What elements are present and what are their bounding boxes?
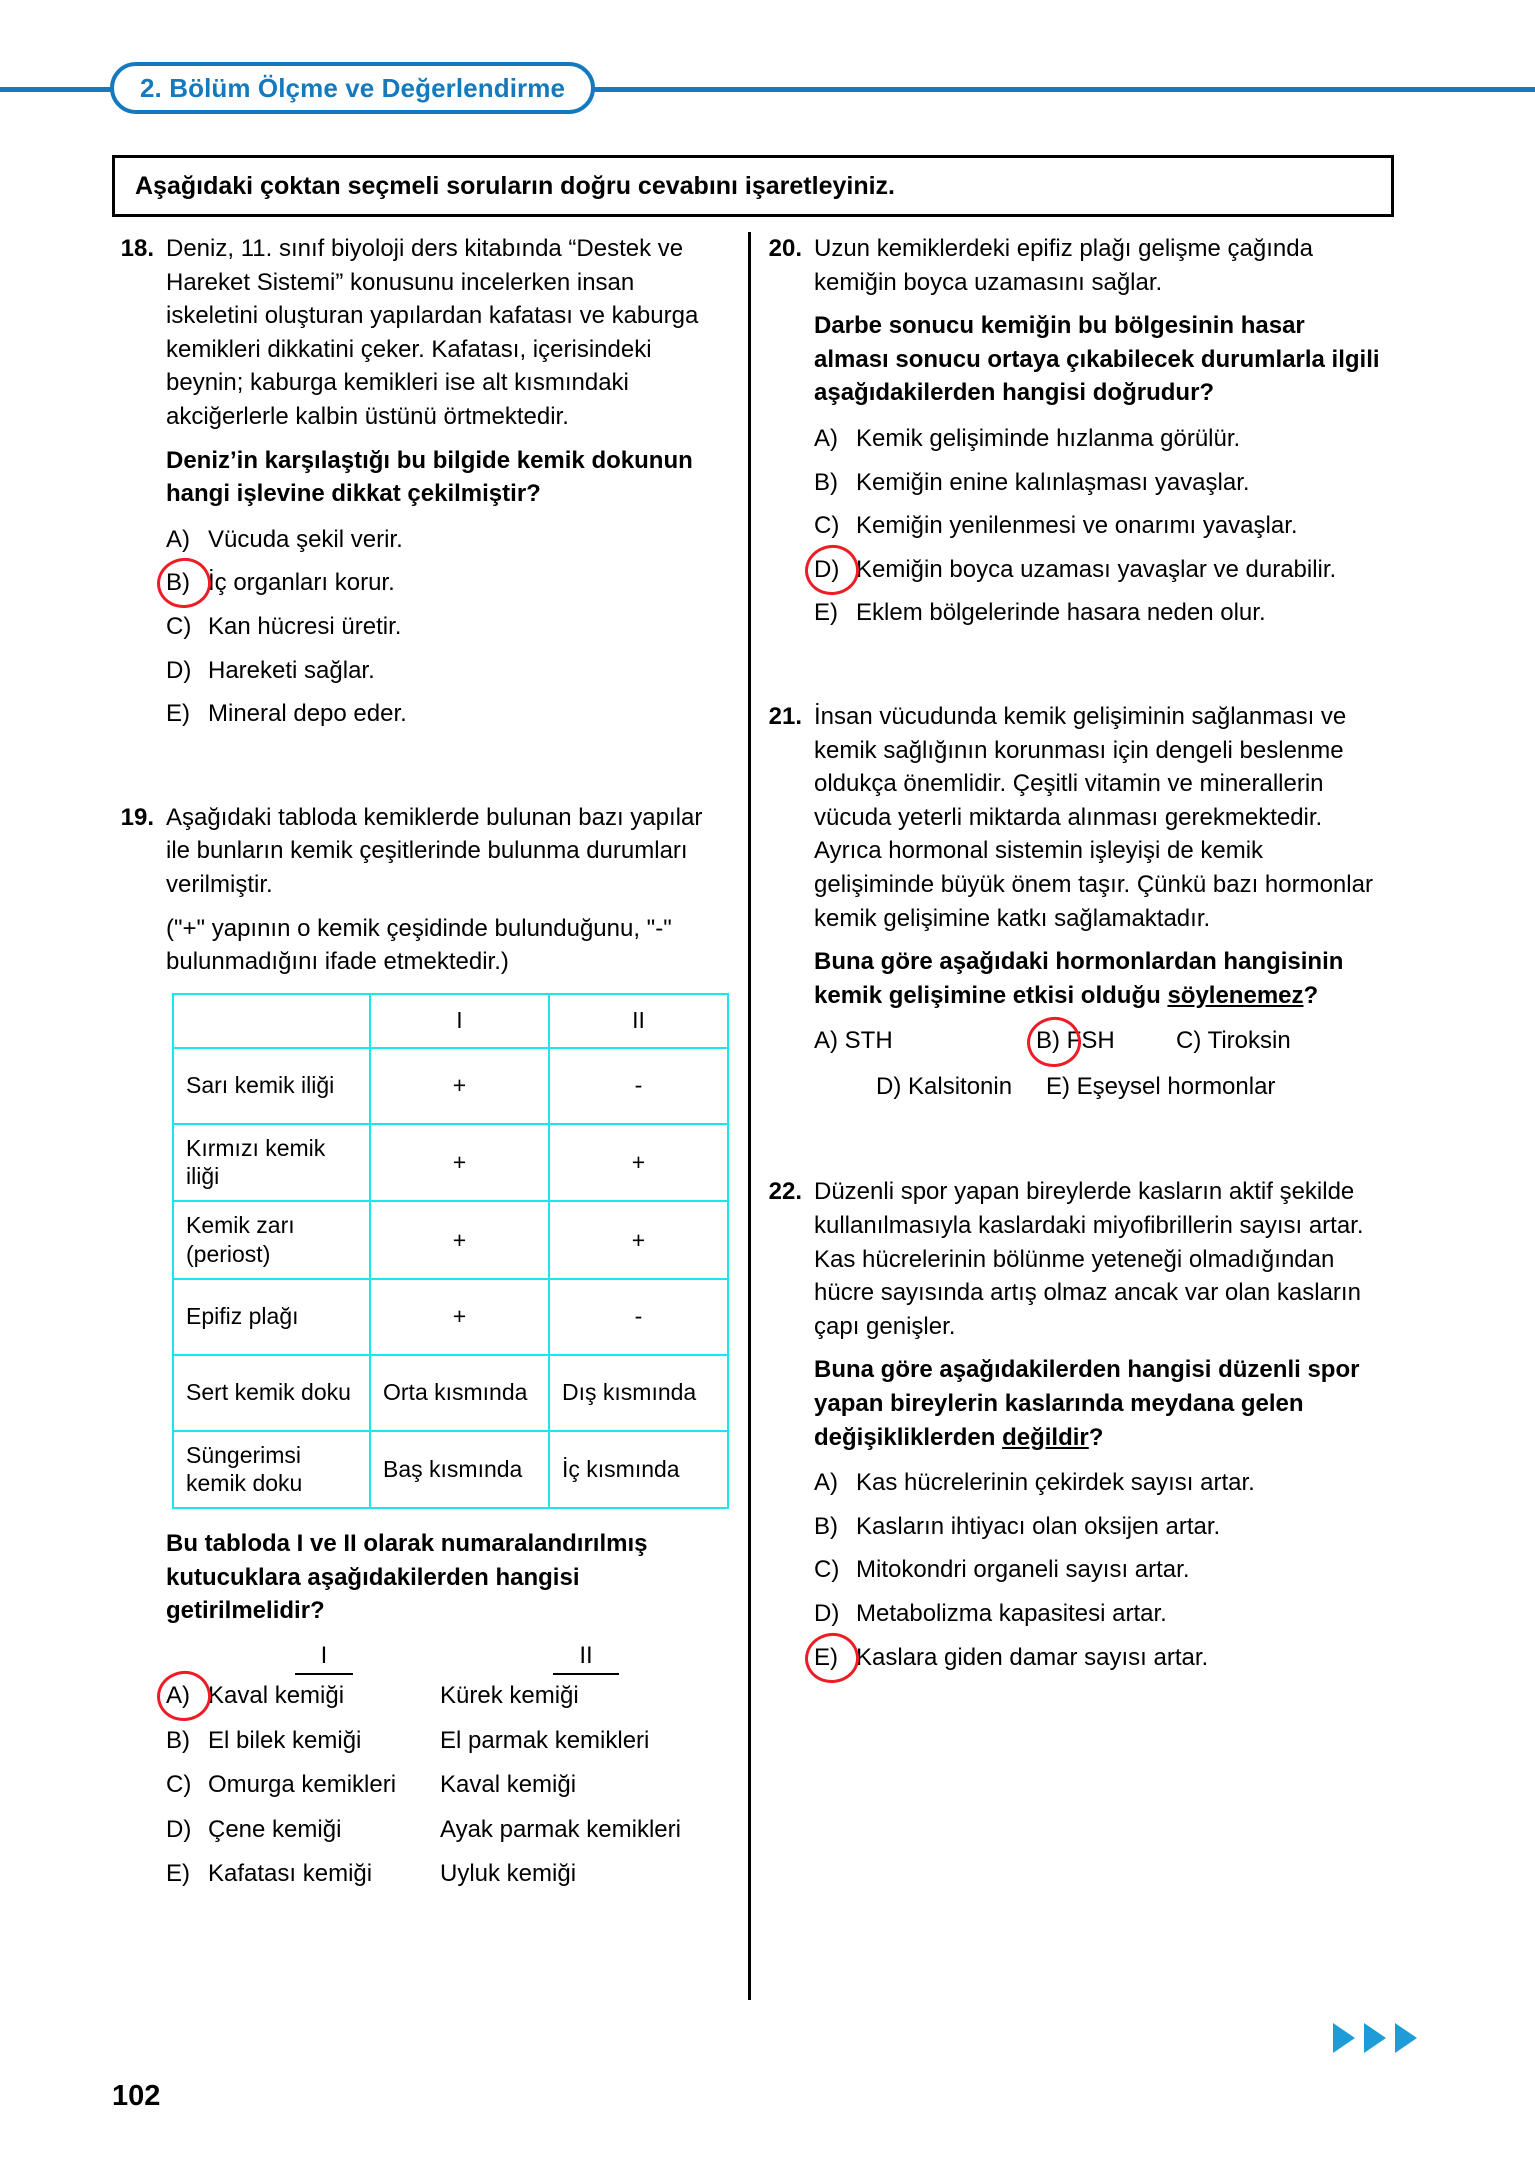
option-row-group — [814, 1070, 1380, 1104]
option-letter-marked: E) — [814, 1641, 856, 1675]
option-row[interactable] — [166, 610, 732, 644]
instruction-text: Aşağıdaki çoktan seçmeli soruların doğru cevabını işaretleyiniz. — [135, 171, 895, 200]
option-letter: D) — [814, 1600, 840, 1627]
option-text-ii: Kürek kemiği — [440, 1681, 579, 1709]
footer-arrow-group — [1333, 2023, 1417, 2053]
option-letter: E) — [814, 599, 838, 627]
option-letter-marked: B) — [1036, 1027, 1060, 1055]
table-row — [173, 1124, 728, 1202]
option-text-i: Çene kemiği — [208, 1815, 342, 1843]
option-letter: C) — [166, 1771, 192, 1799]
pair-header-i — [208, 1642, 440, 1675]
question-22-number: 22. — [768, 1178, 802, 1206]
pair-header-ii-label: II — [553, 1642, 618, 1675]
table-row-label: Sert kemik doku — [173, 1355, 370, 1431]
table-header-i: I — [370, 994, 549, 1048]
table-cell-i: Baş kısmında — [370, 1431, 549, 1509]
table-row-label: Kemik zarı (periost) — [173, 1201, 370, 1279]
option-a[interactable] — [814, 1024, 990, 1058]
question-19 — [112, 801, 732, 1902]
option-text: Kaslara giden damar sayısı artar. — [856, 1643, 1209, 1671]
question-21-prompt — [814, 945, 1380, 1012]
option-b-marked[interactable] — [990, 1024, 1176, 1058]
instruction-box — [112, 155, 1394, 217]
option-e[interactable] — [1046, 1070, 1380, 1104]
option-row[interactable] — [166, 1857, 732, 1891]
option-text: Kan hücresi üretir. — [208, 612, 402, 640]
question-20-stem: Uzun kemiklerdeki epifiz plağı gelişme çağında kemiğin boyca uzamasını sağlar. — [814, 235, 1313, 296]
section-title-label: 2. Bölüm Ölçme ve Değerlendirme — [140, 72, 566, 103]
question-22 — [760, 1175, 1380, 1684]
triangle-right-icon — [1395, 2023, 1417, 2053]
option-row[interactable] — [814, 1597, 1380, 1631]
question-20-body — [814, 232, 1380, 640]
option-text: Metabolizma kapasitesi artar. — [856, 1600, 1167, 1627]
option-row[interactable] — [814, 596, 1380, 630]
question-21-prompt-pre: Buna göre aşağıdaki hormonlardan hangisinin kemik gelişimine etkisi olduğu — [814, 948, 1344, 1009]
table-cell-ii: + — [549, 1124, 728, 1202]
left-column — [112, 232, 732, 1928]
table-row — [173, 1279, 728, 1355]
question-21-body — [814, 700, 1380, 1116]
option-letter: C) — [814, 512, 840, 540]
option-c[interactable] — [1176, 1024, 1380, 1058]
table-cell-i: + — [370, 1279, 549, 1355]
option-text: Kemiğin enine kalınlaşması yavaşlar. — [856, 468, 1250, 496]
table-cell-i: + — [370, 1048, 549, 1124]
option-row[interactable] — [166, 1768, 732, 1802]
option-letter: B) — [166, 1726, 190, 1754]
pair-header-i-label: I — [295, 1642, 354, 1675]
pair-header-ii — [440, 1642, 732, 1675]
table-cell-ii: Dış kısmında — [549, 1355, 728, 1431]
option-letter: D) — [876, 1072, 902, 1100]
option-row[interactable] — [814, 553, 1380, 587]
option-letter: D) — [166, 1815, 192, 1843]
question-19-options — [166, 1679, 732, 1891]
option-row[interactable] — [166, 1724, 732, 1758]
option-text: Mitokondri organeli sayısı artar. — [856, 1556, 1190, 1584]
table-cell-ii: - — [549, 1048, 728, 1124]
question-21 — [760, 700, 1380, 1116]
option-row[interactable] — [166, 1679, 732, 1713]
question-18-options — [166, 523, 732, 731]
question-18-stem: Deniz, 11. sınıf biyoloji ders kitabında “Destek ve Hareket Sistemi” konusunu incelerken insan iskeletini oluşturan yapılardan kafatası ve kaburga kemikleri dikkatini çeker. Kafatası, içerisindeki beynin; kaburga kemikleri ise alt kısmındaki akciğerlerle kalbin üstünü örtmektedir. — [166, 235, 699, 430]
option-row[interactable] — [814, 422, 1380, 456]
table-row — [173, 1431, 728, 1509]
table-header-ii: II — [549, 994, 728, 1048]
section-title-badge — [110, 62, 595, 114]
question-22-options — [814, 1466, 1380, 1674]
option-row[interactable] — [166, 566, 732, 600]
option-row[interactable] — [166, 697, 732, 731]
question-19-stem-note: ("+" yapının o kemik çeşidinde bulunduğunu, "-" bulunmadığını ifade etmektedir.) — [166, 914, 672, 976]
option-d[interactable] — [814, 1070, 1046, 1104]
option-row-group — [814, 1024, 1380, 1058]
option-letter: A) — [814, 1469, 838, 1497]
option-letter: C) — [1176, 1027, 1202, 1055]
page-header — [0, 62, 1535, 114]
option-text: Tiroksin — [1207, 1027, 1291, 1055]
option-row[interactable] — [166, 654, 732, 688]
right-column — [760, 232, 1380, 1710]
question-21-prompt-post: ? — [1303, 981, 1319, 1009]
option-letter: A) — [814, 1027, 838, 1055]
option-letter: D) — [166, 656, 192, 684]
option-text: STH — [844, 1027, 893, 1055]
question-19-stem: Aşağıdaki tabloda kemiklerde bulunan bazı yapılar ile bunların kemik çeşitlerinde bulunma durumları verilmiştir. — [166, 803, 703, 898]
option-letter: B) — [814, 1512, 838, 1540]
option-text: Kemiğin yenilenmesi ve onarımı yavaşlar. — [856, 512, 1298, 540]
option-row[interactable] — [166, 523, 732, 557]
table-cell-ii: İç kısmında — [549, 1431, 728, 1509]
option-letter: C) — [814, 1556, 840, 1584]
option-letter-marked: D) — [814, 553, 856, 587]
option-text-ii: Uyluk kemiği — [440, 1860, 577, 1888]
table-cell-ii: + — [549, 1201, 728, 1279]
option-letter: A) — [814, 424, 838, 452]
question-22-prompt-underline: değildir — [1002, 1423, 1089, 1451]
question-18-prompt: Deniz’in karşılaştığı bu bilgide kemik dokunun hangi işlevine dikkat çekilmiştir? — [166, 446, 693, 508]
question-22-stem: Düzenli spor yapan bireylerde kasların aktif şekilde kullanılmasıyla kaslardaki miyofibrillerin sayısı artar. Kas hücrelerinin bölünme yeteneği olmadığından hücre sayısında artış olmaz ancak var olan kasların çapı genişler. — [814, 1178, 1364, 1340]
question-22-body — [814, 1175, 1380, 1684]
question-22-prompt — [814, 1353, 1380, 1454]
question-18-number: 18. — [120, 235, 154, 262]
option-letter: A) — [166, 525, 190, 553]
option-text: İç organları korur. — [208, 569, 395, 597]
triangle-right-icon — [1333, 2023, 1355, 2053]
option-text: FSH — [1066, 1027, 1115, 1055]
option-text-ii: Ayak parmak kemikleri — [440, 1815, 681, 1843]
table-header-blank — [173, 994, 370, 1048]
question-20 — [760, 232, 1380, 640]
option-letter: E) — [166, 700, 190, 728]
question-19-prompt: Bu tabloda I ve II olarak numaralandırılmış kutucuklara aşağıdakilerden hangisi getirilmelidir? — [166, 1530, 648, 1625]
option-text-i: El bilek kemiği — [208, 1726, 362, 1754]
question-21-prompt-underline: söylenemez — [1167, 981, 1304, 1009]
option-row[interactable] — [166, 1813, 732, 1847]
bone-structures-table — [172, 993, 729, 1510]
option-row[interactable] — [814, 1510, 1380, 1544]
question-18 — [112, 232, 732, 741]
option-letter: C) — [166, 612, 192, 640]
option-letter-marked: B) — [166, 566, 208, 600]
option-letter: E) — [1046, 1072, 1070, 1100]
question-21-number: 21. — [768, 702, 802, 730]
question-21-stem: İnsan vücudunda kemik gelişiminin sağlanması ve kemik sağlığının korunması için dengeli beslenme oldukça önemlidir. Çeşitli vitamin ve minerallerin vücuda yeterli miktarda alınması gerekmektedir. Ayrıca hormonal sistemin işleyişi de kemik gelişiminde büyük önem taşır. Çünkü bazı hormonlar kemik gelişimine katkı sağlamaktadır. — [814, 702, 1373, 932]
option-text: Kas hücrelerinin çekirdek sayısı artar. — [856, 1469, 1255, 1497]
option-text: Kemiğin boyca uzaması yavaşlar ve durabilir. — [856, 555, 1337, 583]
table-row-label: Süngerimsi kemik doku — [173, 1431, 370, 1509]
option-row[interactable] — [814, 1641, 1380, 1675]
column-divider — [748, 232, 751, 2000]
table-row — [173, 1201, 728, 1279]
option-row[interactable] — [814, 466, 1380, 500]
table-header-row — [173, 994, 728, 1048]
table-row-label: Epifiz plağı — [173, 1279, 370, 1355]
option-text: Hareketi sağlar. — [208, 656, 375, 684]
option-row[interactable] — [814, 1466, 1380, 1500]
option-letter-marked: A) — [166, 1679, 208, 1713]
question-spacer — [112, 767, 732, 801]
option-text-i: Omurga kemikleri — [208, 1771, 397, 1799]
question-21-options — [814, 1024, 1380, 1103]
option-text: Eklem bölgelerinde hasara neden olur. — [856, 599, 1266, 627]
question-22-prompt-post: ? — [1088, 1423, 1104, 1451]
table-row-label: Kırmızı kemik iliği — [173, 1124, 370, 1202]
question-spacer — [760, 1141, 1380, 1175]
triangle-right-icon — [1364, 2023, 1386, 2053]
option-letter: B) — [814, 468, 838, 496]
table-row — [173, 1048, 728, 1124]
page-number: 102 — [112, 2080, 161, 2112]
option-text: Kasların ihtiyacı olan oksijen artar. — [856, 1512, 1221, 1540]
question-19-body — [166, 801, 732, 1902]
option-text-ii: El parmak kemikleri — [440, 1726, 650, 1754]
table-row-label: Sarı kemik iliği — [173, 1048, 370, 1124]
option-row[interactable] — [814, 1553, 1380, 1587]
table-cell-i: Orta kısmında — [370, 1355, 549, 1431]
option-letter: E) — [166, 1860, 190, 1888]
question-22-prompt-pre: Buna göre aşağıdakilerden hangisi düzenli spor yapan bireylerin kaslarında meydana gelen değişikliklerden — [814, 1356, 1360, 1451]
option-text: Kalsitonin — [908, 1072, 1013, 1100]
option-text: Vücuda şekil verir. — [208, 525, 403, 553]
question-20-prompt: Darbe sonucu kemiğin bu bölgesinin hasar alması sonucu ortaya çıkabilecek durumlarla ilgili aşağıdakilerden hangisi doğrudur? — [814, 312, 1380, 407]
option-text-i: Kaval kemiği — [208, 1681, 345, 1709]
question-20-options — [814, 422, 1380, 630]
table-cell-i: + — [370, 1201, 549, 1279]
option-row[interactable] — [814, 509, 1380, 543]
option-text: Mineral depo eder. — [208, 700, 407, 728]
question-19-pair-headers — [166, 1642, 732, 1675]
pair-header-spacer — [166, 1642, 208, 1675]
option-text: Eşeysel hormonlar — [1076, 1072, 1276, 1100]
option-text-ii: Kaval kemiği — [440, 1771, 577, 1799]
table-cell-ii: - — [549, 1279, 728, 1355]
table-row — [173, 1355, 728, 1431]
option-text: Kemik gelişiminde hızlanma görülür. — [856, 424, 1241, 452]
question-18-body — [166, 232, 732, 741]
option-text-i: Kafatası kemiği — [208, 1860, 373, 1888]
question-spacer — [760, 666, 1380, 700]
table-cell-i: + — [370, 1124, 549, 1202]
question-20-number: 20. — [768, 235, 802, 262]
question-19-number: 19. — [120, 803, 154, 831]
